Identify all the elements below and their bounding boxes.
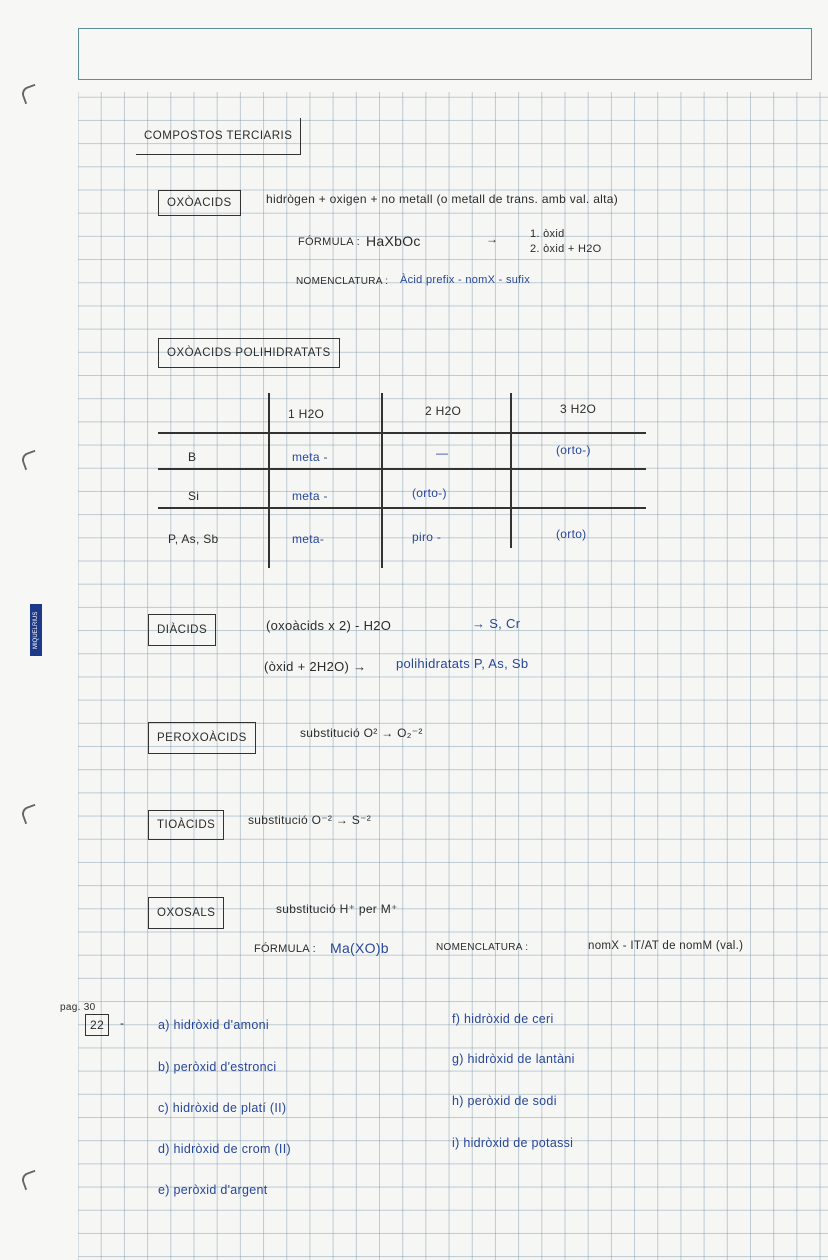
table-cell: (orto-) — [412, 486, 447, 500]
page-title: COMPOSTOS TERCIARIS — [136, 118, 301, 155]
exercise-item: g) hidròxid de lantàni — [452, 1052, 575, 1066]
oxosals-formula-label: FÓRMULA : — [254, 943, 316, 955]
table-cell: meta- — [292, 532, 325, 546]
diacids-line2: (òxid + 2H2O) → — [264, 659, 367, 674]
section-label-peroxoacids: PEROXOÀCIDS — [148, 722, 256, 754]
section-label-tioacids: TIOÀCIDS — [148, 810, 224, 840]
step-1: 1. òxid — [530, 228, 565, 240]
diacids-line1: (oxoàcids x 2) - H2O — [266, 618, 392, 633]
exercise-item: f) hidròxid de ceri — [452, 1012, 554, 1026]
table-cell: (orto) — [556, 527, 587, 541]
table-cell: meta - — [292, 489, 328, 503]
diacids-line1-result: → S, Cr — [472, 616, 521, 631]
exercise-item: b) peròxid d'estronci — [158, 1060, 277, 1074]
exercise-item: i) hidròxid de potassi — [452, 1136, 574, 1150]
step-2: 2. òxid + H2O — [530, 243, 602, 255]
table-cell: meta - — [292, 450, 328, 464]
table-cell: Si — [188, 489, 200, 503]
table-cell: piro - — [412, 530, 442, 544]
oxosals-nomenclature: nomX - IT/AT de nomM (val.) — [588, 940, 744, 952]
table-header: 2 H2O — [425, 404, 462, 418]
peroxoacids-text: substitució O² → O₂⁻² — [300, 726, 423, 740]
exercise-number: 22 — [85, 1014, 109, 1036]
oxosals-text: substitució H⁺ per M⁺ — [276, 902, 398, 916]
dash: - — [120, 1016, 125, 1030]
nomenclature-label: NOMENCLATURA : — [296, 276, 389, 287]
exercise-item: a) hidròxid d'amoni — [158, 1018, 269, 1032]
arrow: → — [486, 232, 499, 246]
exercise-item: e) peròxid d'argent — [158, 1183, 268, 1197]
exercise-item: c) hidròxid de platí (II) — [158, 1101, 287, 1115]
brand-logo: MIQUELRIUS — [30, 604, 42, 656]
section-label-oxosals: OXOSALS — [148, 897, 224, 929]
page-reference: pag. 30 — [60, 1002, 96, 1013]
table-cell: B — [188, 450, 197, 464]
table-cell: (orto-) — [556, 443, 591, 457]
table-cell: — — [436, 446, 449, 460]
oxosals-formula: Ma(XO)b — [330, 940, 389, 956]
exercise-item: h) peròxid de sodi — [452, 1094, 557, 1108]
oxacids-definition: hidrògen + oxigen + no metall (o metall de trans. amb val. alta) — [266, 192, 619, 206]
section-label-diacids: DIÀCIDS — [148, 614, 216, 646]
section-label-oxacids: OXÒACIDS — [158, 190, 241, 216]
formula-label: FÓRMULA : — [298, 236, 360, 248]
oxosals-nomenclature-label: NOMENCLATURA : — [436, 942, 529, 953]
header-box — [78, 28, 812, 80]
table-cell: P, As, Sb — [168, 532, 219, 546]
exercise-item: d) hidròxid de crom (II) — [158, 1142, 291, 1156]
section-label-polyhydrated: OXÒACIDS POLIHIDRATATS — [158, 338, 340, 368]
nomenclature: Àcid prefix - nomX - sufix — [400, 274, 531, 286]
tioacids-text: substitució O⁻² → S⁻² — [248, 813, 371, 827]
diacids-line2-result: polihidratats P, As, Sb — [396, 656, 529, 671]
table-header: 1 H2O — [288, 407, 325, 421]
formula: HaXbOc — [366, 233, 421, 249]
table-header: 3 H2O — [560, 402, 597, 416]
